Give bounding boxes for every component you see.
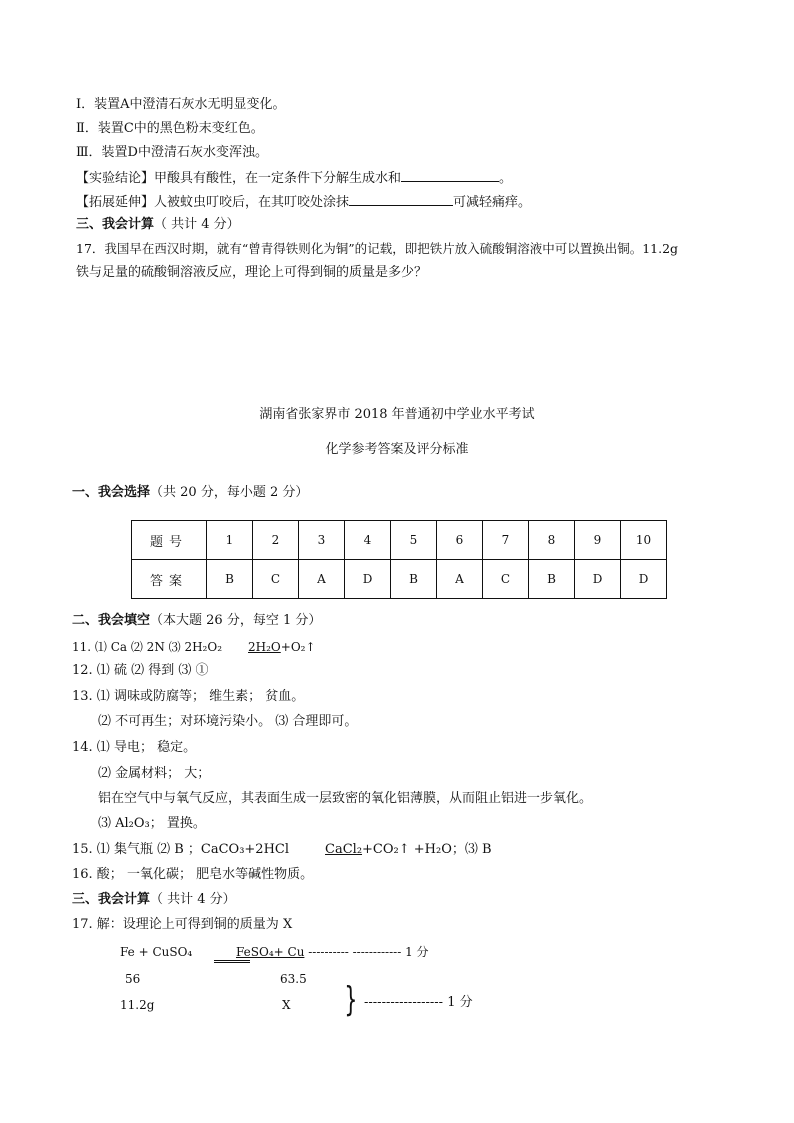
molar-mass-fe: 56 — [125, 972, 141, 986]
answer-cell: C — [483, 560, 529, 599]
answer-11-product: 2H₂O — [248, 640, 281, 654]
section-2-heading — [72, 611, 321, 631]
extension-end: 可减轻痛痒。 — [453, 195, 532, 210]
answer-17-intro: 17. 解：设理论上可得到铜的质量为 X — [72, 917, 293, 932]
answer-11-text: 11. ⑴ Ca ⑵ 2N ⑶ 2H₂O₂ — [72, 640, 223, 654]
answer-cell: D — [575, 560, 621, 599]
section-1-heading — [72, 483, 308, 503]
answer-15-tail: +CO₂↑ +H₂O；⑶ B — [362, 842, 492, 857]
answer-key-subtitle: 化学参考答案及评分标准 — [325, 442, 469, 457]
answer-cell: A — [437, 560, 483, 599]
row-label-answer: 答案 — [132, 560, 207, 599]
answer-15-text: 15. ⑴ 集气瓶 ⑵ B ；CaCO₃+2HCl — [72, 842, 290, 857]
section-3-answer-points: （ 共计 4 分） — [150, 892, 236, 907]
answer-cell: D — [621, 560, 667, 599]
question-number: 6 — [437, 521, 483, 560]
question-number: 8 — [529, 521, 575, 560]
section-3-answer-title: 三、我会计算 — [72, 892, 151, 907]
table-row-answers — [132, 560, 667, 599]
question-number: 10 — [621, 521, 667, 560]
observation-1: Ⅰ．装置A中澄清石灰水无明显变化。 — [76, 97, 286, 112]
brace-symbol: } — [344, 980, 358, 1020]
section-3-heading — [76, 215, 240, 235]
extension-text: 【拓展延伸】人被蚊虫叮咬后，在其叮咬处涂抹 — [76, 195, 350, 210]
equation-reactants: Fe + CuSO₄ — [120, 945, 193, 959]
equation-products-line — [236, 942, 429, 962]
observation-2: Ⅱ．装置C中的黑色粉末变红色。 — [76, 121, 264, 136]
answer-13-line-1: 13. ⑴ 调味或防腐等； 维生素； 贫血。 — [72, 689, 305, 704]
question-17-line-1: 17．我国早在西汉时期，就有“曾青得铁则化为铜”的记载，即把铁片放入硫酸铜溶液中可以置换出铜。11.2g — [76, 241, 679, 256]
molar-mass-cu: 63.5 — [280, 972, 307, 986]
answer-cell: A — [299, 560, 345, 599]
experiment-conclusion — [76, 167, 512, 189]
answer-cell: B — [207, 560, 253, 599]
answer-cell: C — [253, 560, 299, 599]
answer-table — [131, 520, 667, 599]
question-number: 4 — [345, 521, 391, 560]
section-1-title: 一、我会选择 — [72, 485, 151, 500]
answer-14-line-3: 铝在空气中与氧气反应，其表面生成一层致密的氧化铝薄膜，从而阻止铝进一步氧化。 — [98, 791, 593, 806]
answer-13-line-2: ⑵ 不可再生；对环境污染小。 ⑶ 合理即可。 — [98, 714, 358, 729]
conclusion-text: 【实验结论】甲酸具有酸性，在一定条件下分解生成水和 — [76, 171, 402, 186]
answer-16: 16. 酸； 一氧化碳； 肥皂水等碱性物质。 — [72, 867, 314, 882]
observation-3: Ⅲ．装置D中澄清石灰水变浑浊。 — [76, 145, 268, 160]
answer-11 — [72, 637, 316, 657]
section-3-title: 三、我会计算 — [76, 217, 155, 232]
mass-fe: 11.2g — [120, 998, 155, 1012]
question-number: 5 — [391, 521, 437, 560]
section-1-points: （共 20 分，每小题 2 分） — [150, 485, 309, 500]
answer-14-line-2: ⑵ 金属材料； 大； — [98, 766, 211, 781]
section-3-answer-heading — [72, 890, 236, 910]
extension-blank[interactable] — [349, 191, 453, 206]
answer-cell: B — [391, 560, 437, 599]
answer-14-line-1: 14. ⑴ 导电； 稳定。 — [72, 740, 197, 755]
question-number: 1 — [207, 521, 253, 560]
question-number: 7 — [483, 521, 529, 560]
conclusion-blank[interactable] — [401, 167, 499, 182]
section-3-points: （ 共计 4 分） — [154, 217, 240, 232]
answer-cell: D — [345, 560, 391, 599]
answer-15 — [72, 840, 492, 860]
equation-products: FeSO₄+ Cu — [236, 945, 305, 959]
question-number: 2 — [253, 521, 299, 560]
table-row-numbers — [132, 521, 667, 560]
extension-note — [76, 191, 531, 213]
question-number: 3 — [299, 521, 345, 560]
answer-15-product: CaCl₂ — [325, 842, 363, 857]
answer-key-title: 湖南省张家界市 2018 年普通初中学业水平考试 — [259, 407, 535, 422]
conclusion-end: 。 — [499, 171, 513, 186]
answer-12: 12. ⑴ 硫 ⑵ 得到 ⑶ ① — [72, 663, 209, 678]
question-number: 9 — [575, 521, 621, 560]
answer-cell: B — [529, 560, 575, 599]
equation-score: ---------- ------------ 1 分 — [308, 945, 429, 959]
section-2-points: （本大题 26 分，每空 1 分） — [150, 613, 322, 628]
answer-11-tail: +O₂↑ — [280, 640, 316, 654]
question-17-line-2: 铁与足量的硫酸铜溶液反应，理论上可得到铜的质量是多少？ — [76, 265, 428, 280]
section-2-title: 二、我会填空 — [72, 613, 151, 628]
row-label-number: 题号 — [132, 521, 207, 560]
chemical-equation — [120, 942, 192, 962]
answer-14-line-4: ⑶ Al₂O₃； 置换。 — [98, 816, 206, 831]
ratio-score: ------------------ 1 分 — [364, 995, 473, 1010]
mass-cu-unknown: X — [282, 998, 291, 1012]
